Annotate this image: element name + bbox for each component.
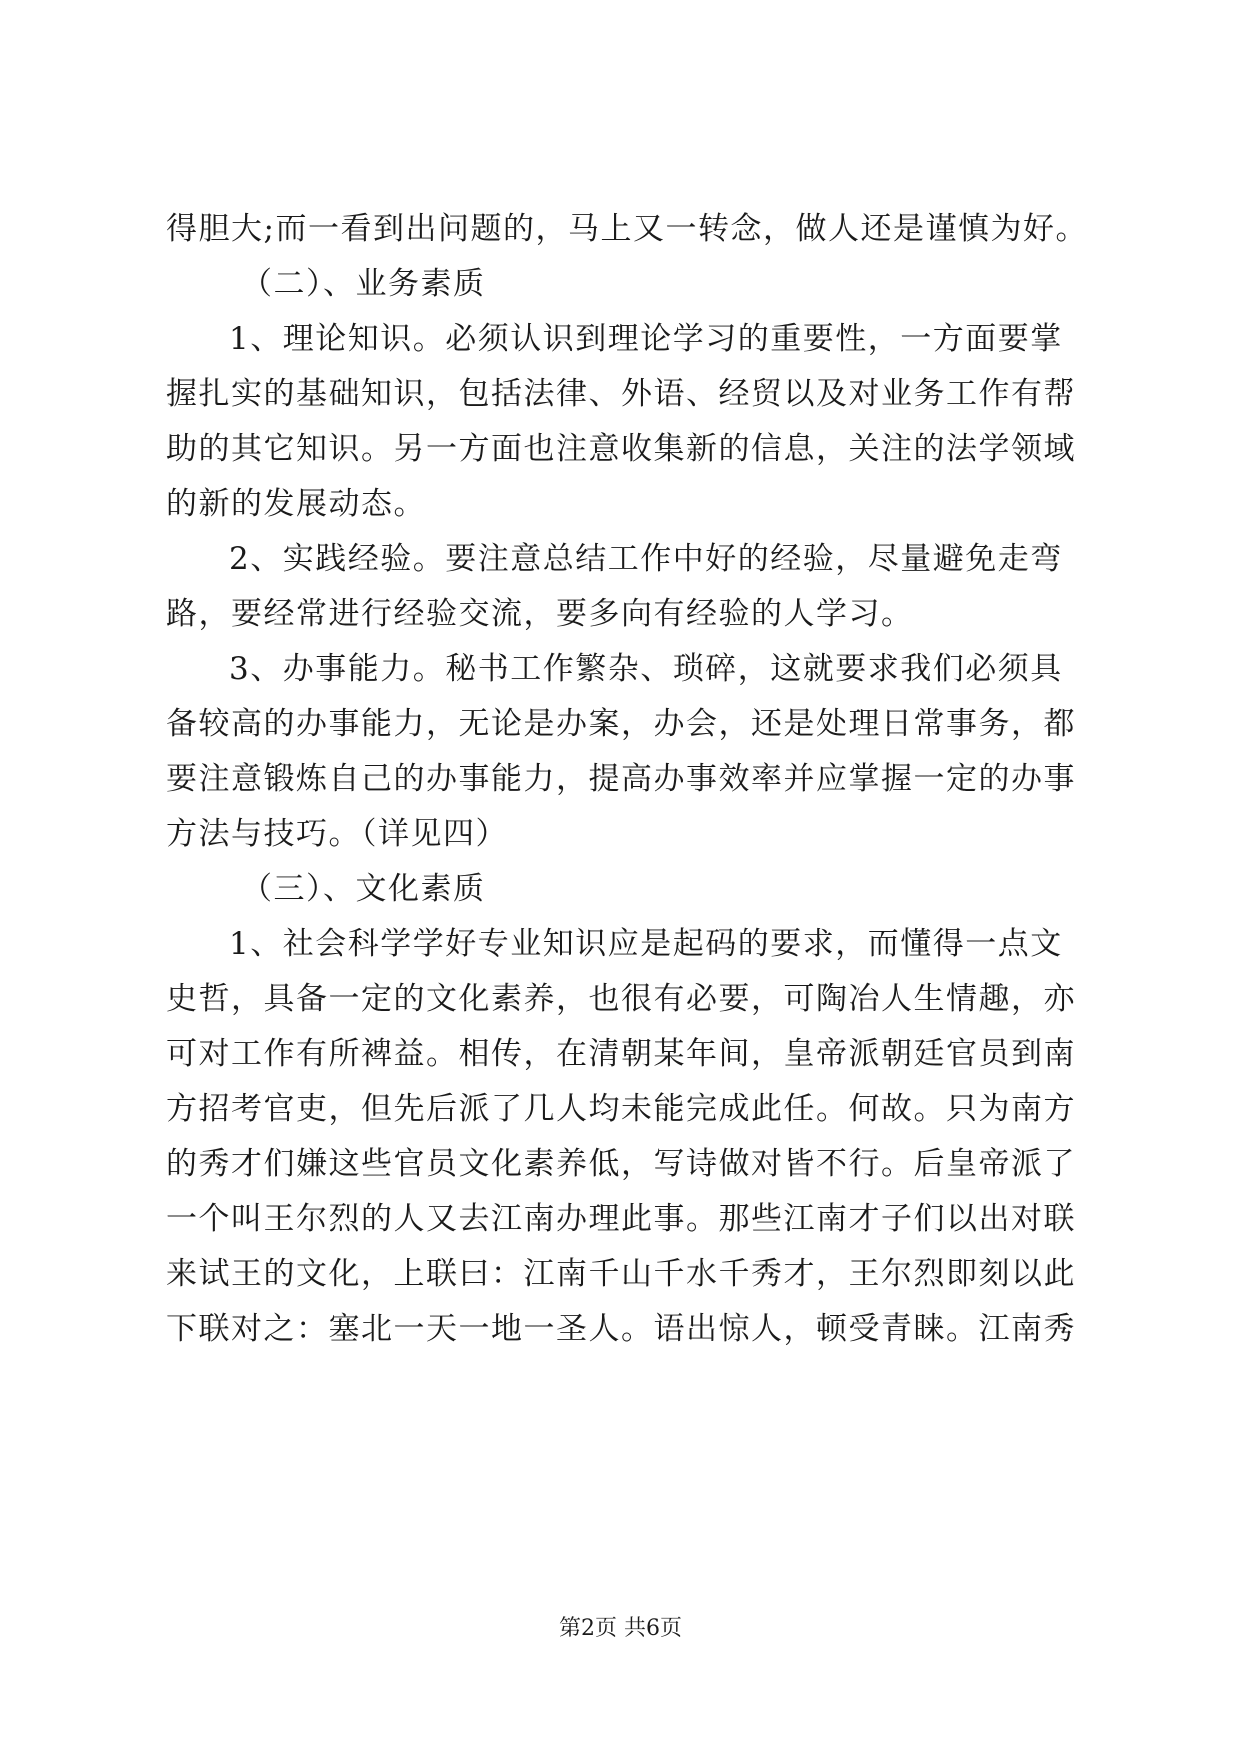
section-heading: （二）、业务素质 xyxy=(241,266,486,302)
body-line: 来试王的文化，上联曰：江南千山千水千秀才，王尔烈即刻以此 xyxy=(166,1256,1076,1292)
body-line: 助的其它知识。另一方面也注意收集新的信息，关注的法学领域 xyxy=(166,431,1076,467)
paragraph-start-line: 3、办事能力。秘书工作繁杂、琐碎，这就要求我们必须具 xyxy=(229,651,1063,687)
paragraph-start-line: 2、实践经验。要注意总结工作中好的经验，尽量避免走弯 xyxy=(229,541,1063,577)
body-line: 方招考官吏，但先后派了几人均未能完成此任。何故。只为南方 xyxy=(166,1091,1076,1127)
body-line: 备较高的办事能力，无论是办案，办会，还是处理日常事务，都 xyxy=(166,706,1076,742)
body-line: 的新的发展动态。 xyxy=(166,486,426,522)
body-line: 可对工作有所裨益。相传，在清朝某年间，皇帝派朝廷官员到南 xyxy=(166,1036,1076,1072)
body-line: 要注意锻炼自己的办事能力，提高办事效率并应掌握一定的办事 xyxy=(166,761,1076,797)
body-line: 下联对之：塞北一天一地一圣人。语出惊人，顿受青睐。江南秀 xyxy=(166,1311,1076,1347)
body-line: 握扎实的基础知识，包括法律、外语、经贸以及对业务工作有帮 xyxy=(166,376,1076,412)
paragraph-start-line: 1、社会科学学好专业知识应是起码的要求，而懂得一点文 xyxy=(229,926,1063,962)
body-line: 得胆大;而一看到出问题的，马上又一转念，做人还是谨慎为好。 xyxy=(166,211,1088,247)
section-heading: （三）、文化素质 xyxy=(241,871,486,907)
body-line: 史哲，具备一定的文化素养，也很有必要，可陶冶人生情趣，亦 xyxy=(166,981,1076,1017)
page-footer: 第2页 共6页 xyxy=(559,1616,682,1641)
body-line: 方法与技巧。（详见四） xyxy=(166,816,508,852)
body-line: 一个叫王尔烈的人又去江南办理此事。那些江南才子们以出对联 xyxy=(166,1201,1076,1237)
body-line: 的秀才们嫌这些官员文化素养低，写诗做对皆不行。后皇帝派了 xyxy=(166,1146,1076,1182)
paragraph-start-line: 1、理论知识。必须认识到理论学习的重要性，一方面要掌 xyxy=(229,321,1063,357)
body-line: 路，要经常进行经验交流，要多向有经验的人学习。 xyxy=(166,596,914,632)
